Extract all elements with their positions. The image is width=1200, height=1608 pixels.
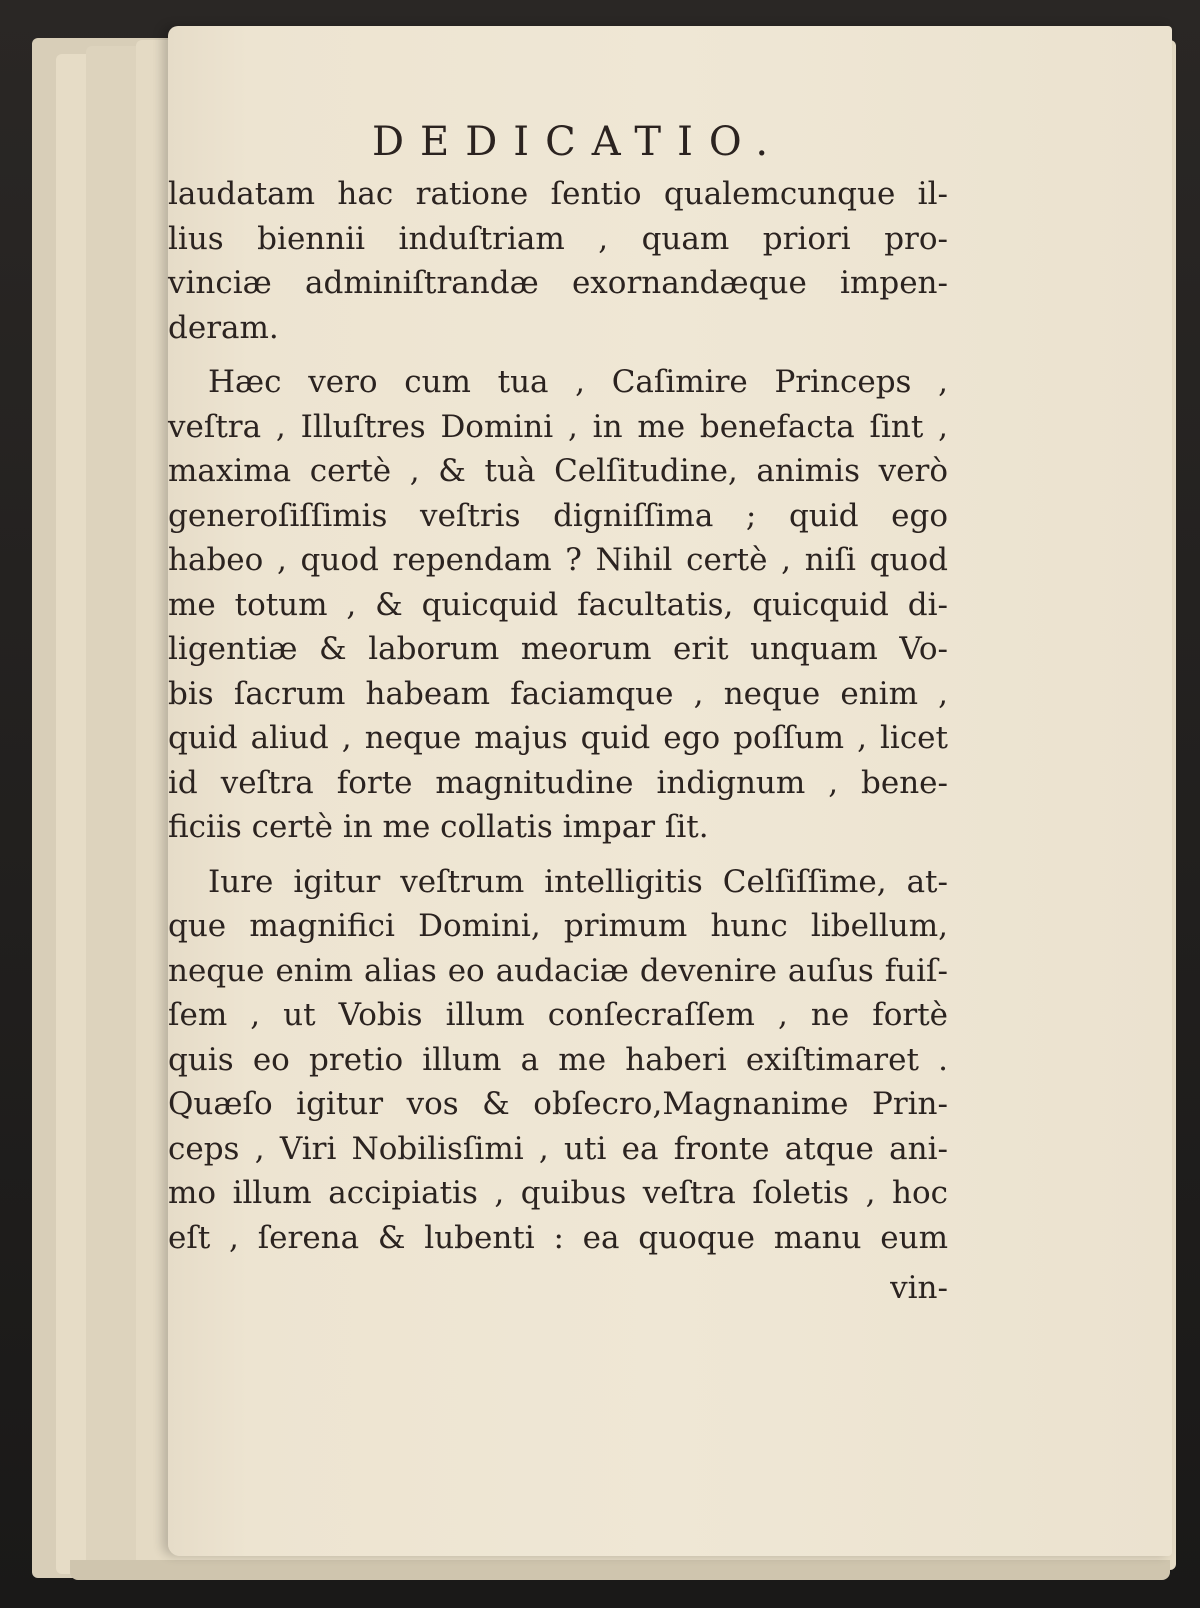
text-line: Hæc vero cum tua , Caſimire Princeps , [208,364,948,400]
text-line: id veſtra forte magnitudine indignum , bene- [168,764,948,801]
text-line: quis eo pretio illum a me haberi exiſtimaret . [168,1041,948,1078]
text-line: veſtra , Illuſtres Domini , in me benefacta ſint , [168,408,948,445]
text-line: quid aliud , neque majus quid ego poſſum , licet [168,720,948,756]
text-line: laudatam hac ratione ſentio qualemcunque il- [168,176,948,212]
text-line: ſem , ut Vobis illum conſecraſſem , ne fortè [168,997,948,1033]
text-line: bis ſacrum habeam faciamque , neque enim , [168,675,948,712]
paragraph-1 [168,172,948,350]
paragraph-2 [168,360,948,850]
catchword: vin- [890,1270,948,1306]
text-line: deram. [168,309,279,346]
text-line: que magnifici Domini, primum hunc libellum, [168,908,948,944]
text-line: eſt , ſerena & lubenti : ea quoque manu eum [168,1219,948,1256]
text-line: habeo , quod rependam ? Nihil certè , niſi quod [168,542,948,578]
text-line: maxima certè , & tuà Celſitudine, animis verò [168,453,948,489]
bottom-page-edge [70,1560,1170,1580]
text-line: me totum , & quicquid facultatis, quicquid di- [168,586,948,623]
text-line: mo illum accipiatis , quibus veſtra ſoletis , hoc [168,1175,948,1211]
running-head: DEDICATIO. [371,119,785,165]
text-line: ficiis certè in me collatis impar ſit. [168,809,709,845]
text-line: Quæſo igitur vos & obſecro,Magnanime Prin- [168,1086,948,1122]
paragraph-3 [168,860,948,1261]
text-line: generoſiſſimis veſtris digniſſima ; quid ego [168,497,948,534]
text-line: Iure igitur veſtrum intelligitis Celſiſſime, at- [208,863,948,900]
text-line: neque enim alias eo audaciæ devenire auſus fuiſ- [168,952,948,989]
page-text [168,120,948,1310]
text-line: ceps , Viri Nobilisſimi , uti ea fronte atque ani- [168,1130,948,1167]
text-line: vinciæ adminiſtrandæ exornandæque impen- [168,265,948,301]
text-line: lius biennii induſtriam , quam priori pro- [168,220,948,257]
text-line: ligentiæ & laborum meorum erit unquam Vo- [168,631,948,667]
